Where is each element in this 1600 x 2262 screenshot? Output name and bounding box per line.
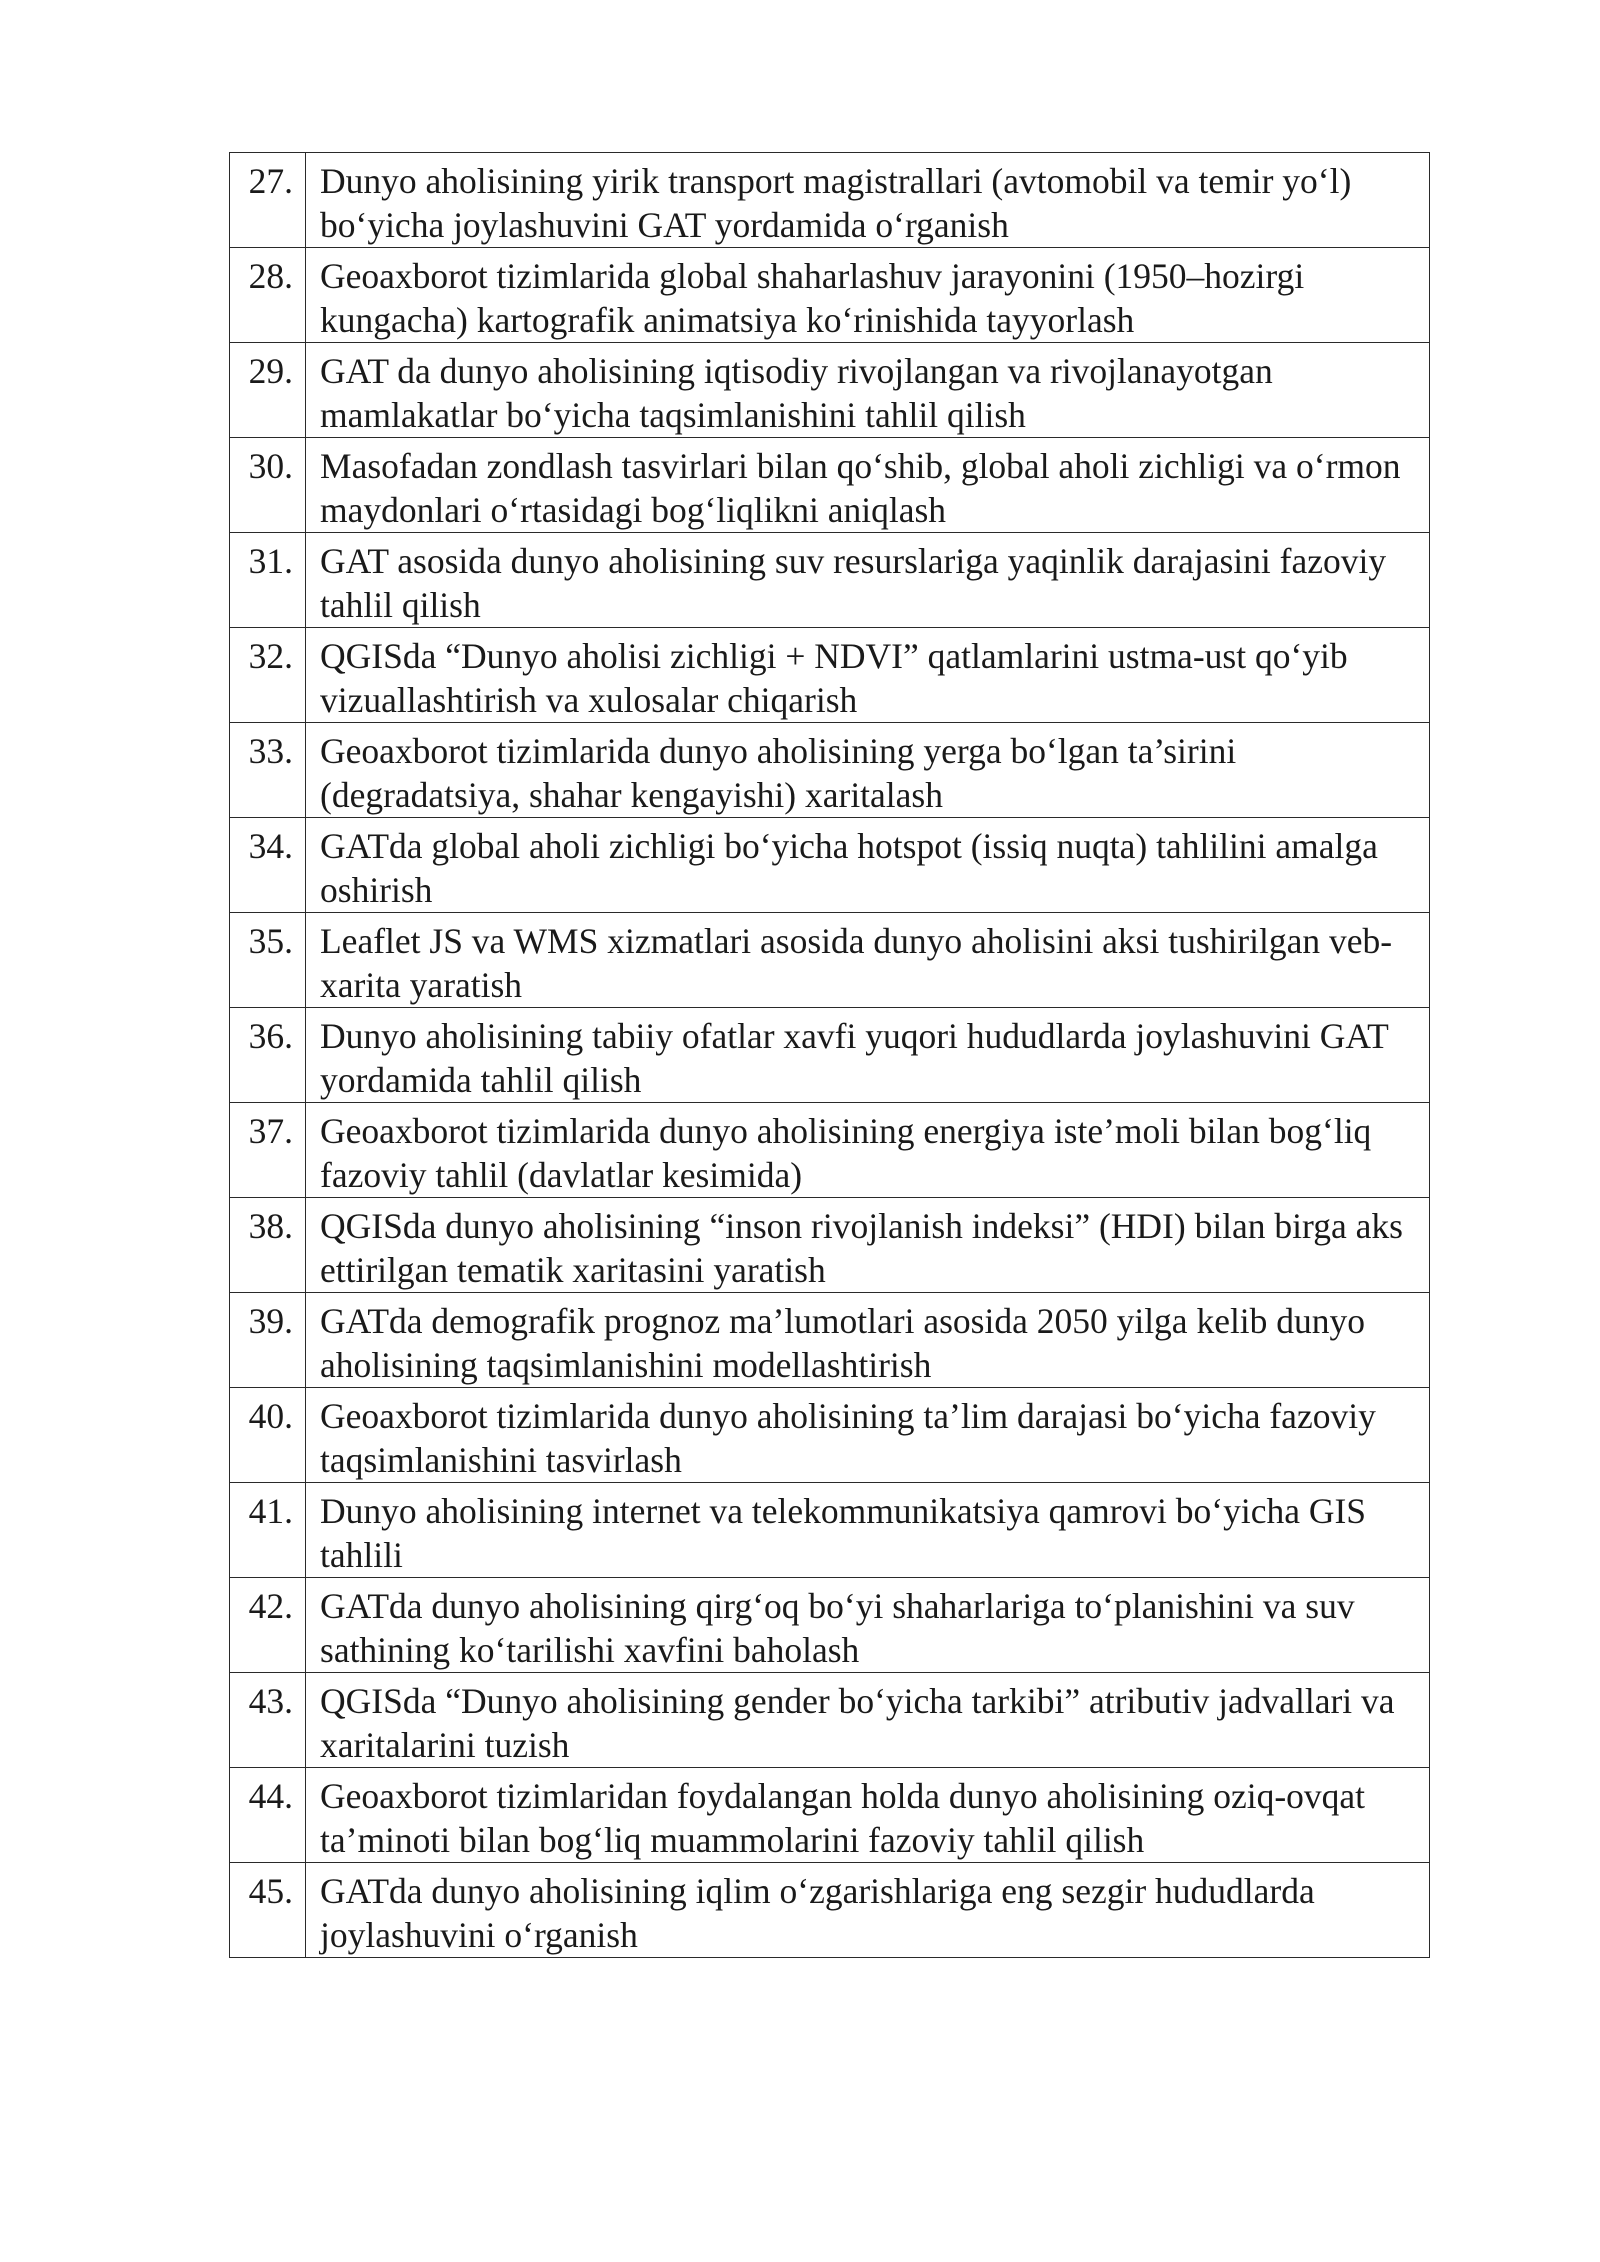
topic-text: Geoaxborot tizimlarida global shaharlashuv jarayonini (1950–hozirgi kungacha) kartografik animatsiya ko‘rinishida tayyorlash	[306, 248, 1430, 343]
topic-text: Dunyo aholisining tabiiy ofatlar xavfi yuqori hududlarda joylashuvini GAT yordamida tahlil qilish	[306, 1008, 1430, 1103]
table-row	[230, 343, 1430, 438]
row-number: 39.	[230, 1293, 306, 1388]
topic-text: GATda dunyo aholisining iqlim o‘zgarishlariga eng sezgir hududlarda joylashuvini o‘rganish	[306, 1863, 1430, 1958]
row-number: 37.	[230, 1103, 306, 1198]
row-number: 43.	[230, 1673, 306, 1768]
row-number: 45.	[230, 1863, 306, 1958]
topic-text: QGISda dunyo aholisining “inson rivojlanish indeksi” (HDI) bilan birga aks ettirilgan tematik xaritasini yaratish	[306, 1198, 1430, 1293]
row-number: 32.	[230, 628, 306, 723]
row-number: 29.	[230, 343, 306, 438]
topic-text: Geoaxborot tizimlarida dunyo aholisining yerga bo‘lgan ta’sirini (degradatsiya, shahar kengayishi) xaritalash	[306, 723, 1430, 818]
table-row	[230, 818, 1430, 913]
row-number: 35.	[230, 913, 306, 1008]
row-number: 34.	[230, 818, 306, 913]
table-row	[230, 533, 1430, 628]
topic-text: QGISda “Dunyo aholisining gender bo‘yicha tarkibi” atributiv jadvallari va xaritalarini tuzish	[306, 1673, 1430, 1768]
topic-text: QGISda “Dunyo aholisi zichligi + NDVI” qatlamlarini ustma-ust qo‘yib vizuallashtirish va xulosalar chiqarish	[306, 628, 1430, 723]
row-number: 30.	[230, 438, 306, 533]
row-number: 28.	[230, 248, 306, 343]
topic-text: Masofadan zondlash tasvirlari bilan qo‘shib, global aholi zichligi va o‘rmon maydonlari o‘rtasidagi bog‘liqlikni aniqlash	[306, 438, 1430, 533]
topic-text: GAT asosida dunyo aholisining suv resurslariga yaqinlik darajasini fazoviy tahlil qilish	[306, 533, 1430, 628]
row-number: 31.	[230, 533, 306, 628]
topic-text: Dunyo aholisining yirik transport magistrallari (avtomobil va temir yo‘l) bo‘yicha joylashuvini GAT yordamida o‘rganish	[306, 153, 1430, 248]
topic-text: GATda dunyo aholisining qirg‘oq bo‘yi shaharlariga to‘planishini va suv sathining ko‘tarilishi xavfini baholash	[306, 1578, 1430, 1673]
row-number: 42.	[230, 1578, 306, 1673]
table-row	[230, 1863, 1430, 1958]
row-number: 40.	[230, 1388, 306, 1483]
table-row	[230, 1198, 1430, 1293]
table-row	[230, 438, 1430, 533]
table-row	[230, 913, 1430, 1008]
topic-text: GAT da dunyo aholisining iqtisodiy rivojlangan va rivojlanayotgan mamlakatlar bo‘yicha taqsimlanishini tahlil qilish	[306, 343, 1430, 438]
topic-text: Geoaxborot tizimlaridan foydalangan holda dunyo aholisining oziq-ovqat ta’minoti bilan bog‘liq muammolarini fazoviy tahlil qilish	[306, 1768, 1430, 1863]
topics-table	[229, 152, 1430, 1958]
topic-text: GATda global aholi zichligi bo‘yicha hotspot (issiq nuqta) tahlilini amalga oshirish	[306, 818, 1430, 913]
topics-table-body	[230, 153, 1430, 1958]
topic-text: Geoaxborot tizimlarida dunyo aholisining ta’lim darajasi bo‘yicha fazoviy taqsimlanishini tasvirlash	[306, 1388, 1430, 1483]
topic-text: Geoaxborot tizimlarida dunyo aholisining energiya iste’moli bilan bog‘liq fazoviy tahlil (davlatlar kesimida)	[306, 1103, 1430, 1198]
row-number: 41.	[230, 1483, 306, 1578]
row-number: 27.	[230, 153, 306, 248]
table-row	[230, 1673, 1430, 1768]
table-row	[230, 628, 1430, 723]
table-row	[230, 1483, 1430, 1578]
row-number: 38.	[230, 1198, 306, 1293]
table-row	[230, 1388, 1430, 1483]
table-row	[230, 723, 1430, 818]
table-row	[230, 1103, 1430, 1198]
table-row	[230, 1293, 1430, 1388]
row-number: 44.	[230, 1768, 306, 1863]
table-row	[230, 248, 1430, 343]
table-row	[230, 1578, 1430, 1673]
table-row	[230, 1008, 1430, 1103]
topic-text: GATda demografik prognoz ma’lumotlari asosida 2050 yilga kelib dunyo aholisining taqsimlanishini modellashtirish	[306, 1293, 1430, 1388]
row-number: 36.	[230, 1008, 306, 1103]
topic-text: Dunyo aholisining internet va telekommunikatsiya qamrovi bo‘yicha GIS tahlili	[306, 1483, 1430, 1578]
table-row	[230, 1768, 1430, 1863]
table-row	[230, 153, 1430, 248]
row-number: 33.	[230, 723, 306, 818]
topic-text: Leaflet JS va WMS xizmatlari asosida dunyo aholisini aksi tushirilgan veb-xarita yaratish	[306, 913, 1430, 1008]
